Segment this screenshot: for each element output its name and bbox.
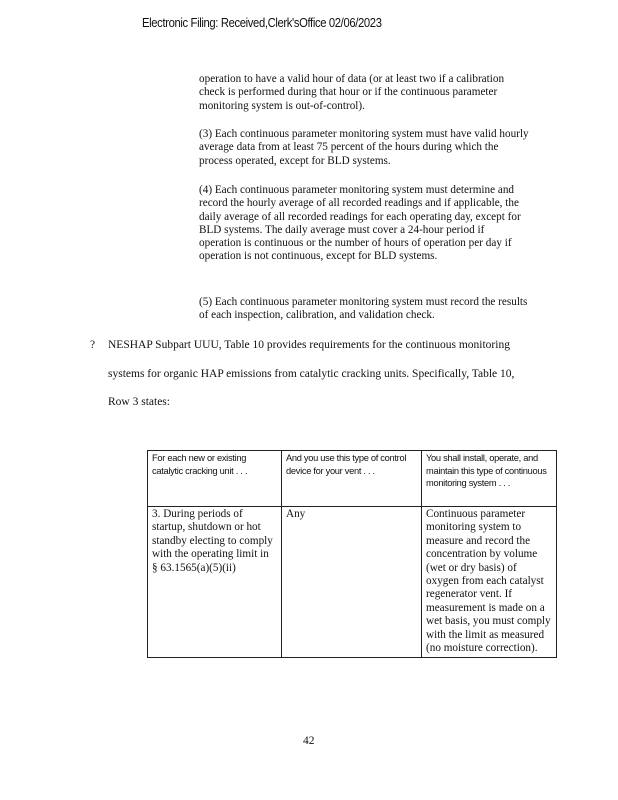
paragraph-text: (3) Each continuous parameter monitoring system must have valid hourly average data from at least 75 percent of the hours during which the process operated, except for BLD systems. [199,128,529,167]
paragraph-text: operation to have a valid hour of data (or at least two if a calibration check is performed during that hour or if the continuous parameter monitoring system is out-of-control). [199,73,505,112]
filing-stamp: Electronic Filing: Received,Clerk'sOffice 02/06/2023 [142,16,382,30]
table-header-cell-monitoring-system: You shall install, operate, and maintain this type of continuous monitoring system . . . [422,451,557,507]
paragraph-text: (5) Each continuous parameter monitoring system must record the results of each inspection, calibration, and validation check. [199,296,528,322]
table-row [148,507,557,658]
quoted-paragraph-3 [199,128,529,168]
table-header-cell-unit: For each new or existing catalytic cracking unit . . . [148,451,282,507]
table-header-row [148,451,557,507]
bullet-line-3: Row 3 states: [108,396,170,408]
bullet-line-2: systems for organic HAP emissions from catalytic cracking units. Specifically, Table 10, [108,368,515,380]
quoted-paragraph-continuation [199,73,529,113]
table-cell-unit: 3. During periods of startup, shutdown or hot standby electing to comply with the operating limit in § 63.1565(a)(5)(ii) [148,507,282,658]
quoted-paragraph-4 [199,184,529,264]
table-header-cell-control-device: And you use this type of control device for your vent . . . [282,451,422,507]
page-number: 42 [303,735,315,747]
quoted-paragraph-5 [199,296,529,323]
paragraph-text: (4) Each continuous parameter monitoring system must determine and record the hourly average of all recorded readings and if applicable, the daily average of all recorded readings for each operating day, except for BLD systems. The daily average must cover a 24-hour period if operation is continuous or the number of hours of operation per day if operation is not continuous, except for BLD systems. [199,184,521,263]
bullet-line-1: NESHAP Subpart UUU, Table 10 provides requirements for the continuous monitoring [108,339,510,351]
requirements-table [147,450,557,658]
bullet-marker: ? [90,339,96,351]
table-cell-monitoring-system: Continuous parameter monitoring system to measure and record the concentration by volume (wet or dry basis) of oxygen from each catalyst regenerator vent. If measurement is made on a wet basis, you must comply with the limit as measured (no moisture correction). [422,507,557,658]
table-cell-control-device: Any [282,507,422,658]
